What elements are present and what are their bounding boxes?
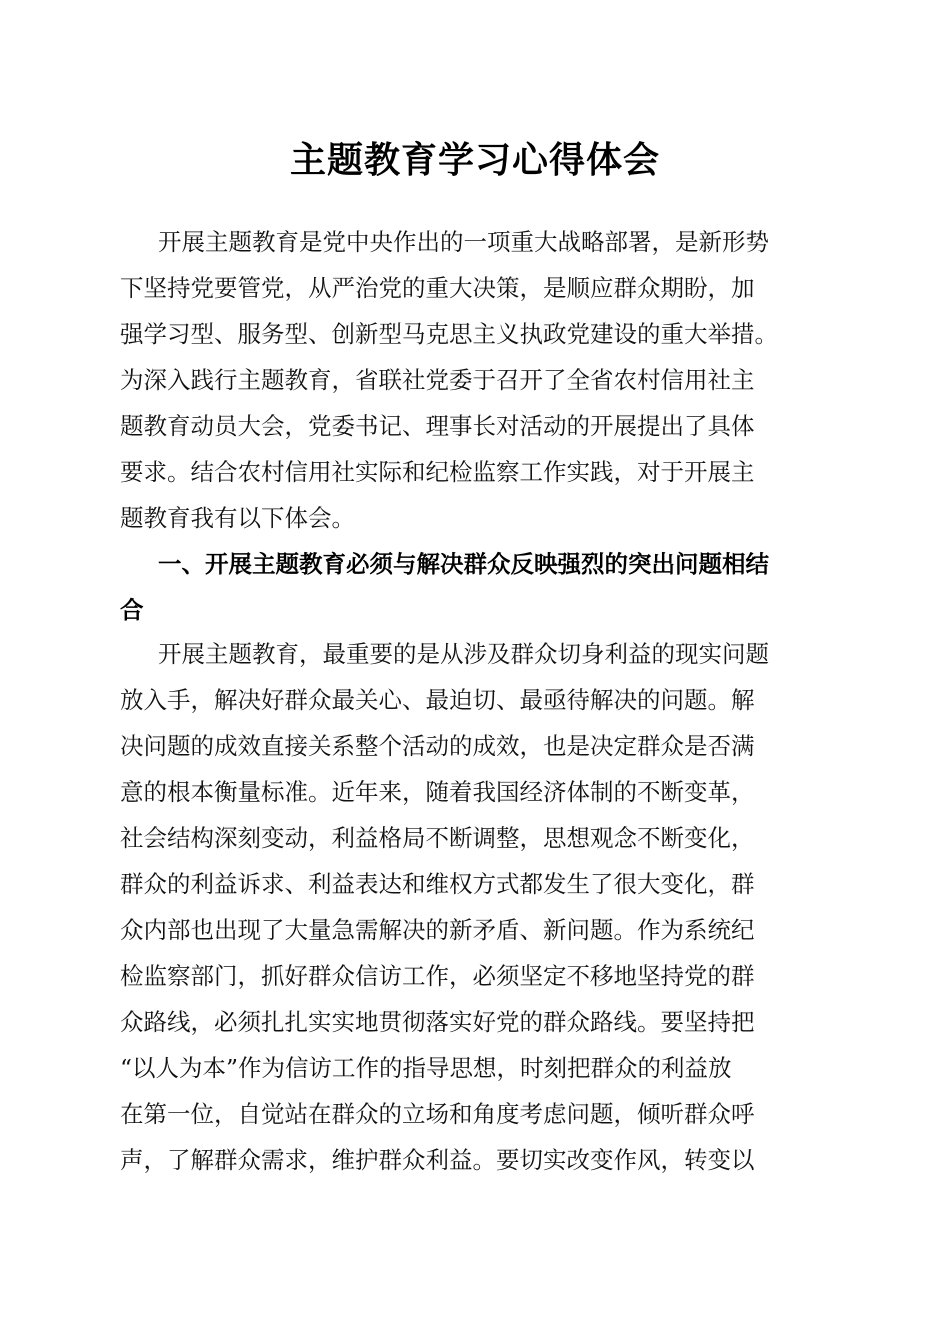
paragraph-line: 决问题的成效直接关系整个活动的成效，也是决定群众是否满 <box>120 732 755 760</box>
paragraph-line: 意的根本衡量标准。近年来，随着我国经济体制的不断变革， <box>120 778 755 806</box>
paragraph-line: “以人为本”作为信访工作的指导思想，时刻把群众的利益放 <box>120 1054 732 1082</box>
paragraph-line: 检监察部门，抓好群众信访工作，必须坚定不移地坚持党的群 <box>120 962 755 990</box>
paragraph-line: 众内部也出现了大量急需解决的新矛盾、新问题。作为系统纪 <box>120 916 755 944</box>
paragraph-line: 社会结构深刻变动，利益格局不断调整，思想观念不断变化， <box>120 824 755 852</box>
paragraph-line: 声，了解群众需求，维护群众利益。要切实改变作风，转变以 <box>120 1146 755 1174</box>
paragraph-line: 要求。结合农村信用社实际和纪检监察工作实践，对于开展主 <box>120 458 755 486</box>
paragraph-line: 放入手，解决好群众最关心、最迫切、最亟待解决的问题。解 <box>120 686 755 714</box>
paragraph-line: 开展主题教育是党中央作出的一项重大战略部署，是新形势 <box>158 228 769 256</box>
document-title: 主题教育学习心得体会 <box>289 139 660 181</box>
paragraph-line: 为深入践行主题教育，省联社党委于召开了全省农村信用社主 <box>120 366 755 394</box>
paragraph-line: 众路线，必须扎扎实实地贯彻落实好党的群众路线。要坚持把 <box>120 1008 755 1036</box>
paragraph-line: 题教育我有以下体会。 <box>120 504 355 532</box>
paragraph-line: 群众的利益诉求、利益表达和维权方式都发生了很大变化，群 <box>120 870 755 898</box>
paragraph-line: 强学习型、服务型、创新型马克思主义执政党建设的重大举措。 <box>120 320 778 348</box>
paragraph-line: 在第一位，自觉站在群众的立场和角度考虑问题，倾听群众呼 <box>120 1100 755 1128</box>
paragraph-line: 开展主题教育，最重要的是从涉及群众切身利益的现实问题 <box>158 640 769 668</box>
paragraph-line: 题教育动员大会，党委书记、理事长对活动的开展提出了具体 <box>120 412 755 440</box>
paragraph-line: 下坚持党要管党，从严治党的重大决策，是顺应群众期盼，加 <box>120 274 755 302</box>
section-heading: 合 <box>120 596 144 624</box>
section-heading: 一、开展主题教育必须与解决群众反映强烈的突出问题相结 <box>158 550 769 578</box>
